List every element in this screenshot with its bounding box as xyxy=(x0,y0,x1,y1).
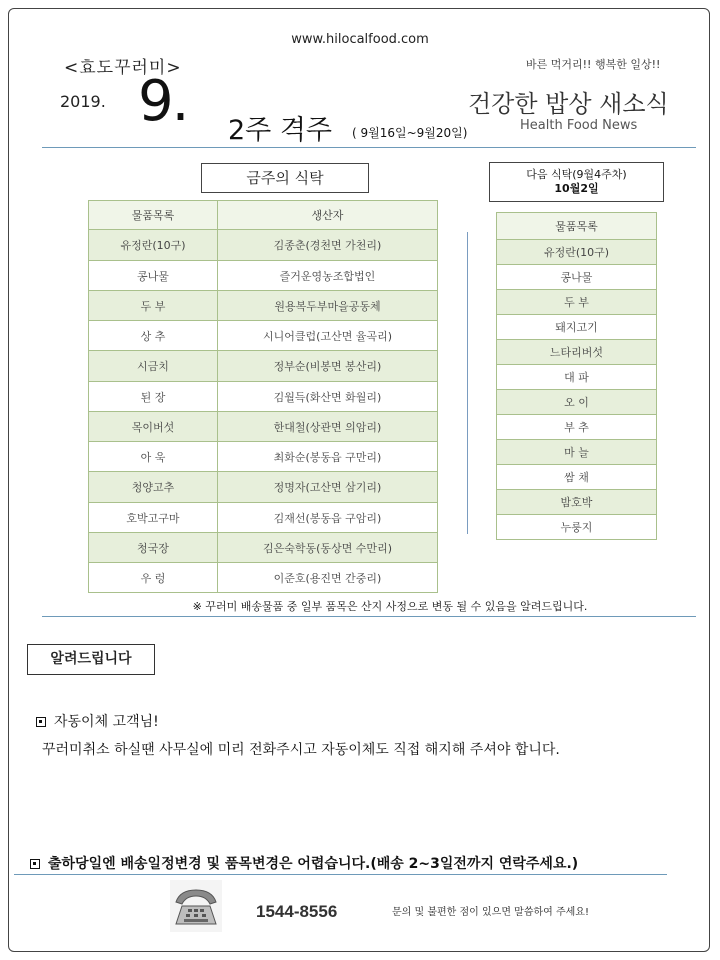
producer-cell: 김종춘(경천면 가천리) xyxy=(218,230,438,261)
producer-cell: 김월득(화산면 화월리) xyxy=(218,382,438,412)
item-cell: 쌈 채 xyxy=(497,465,657,490)
next-week-label xyxy=(489,162,664,202)
table-row xyxy=(89,382,438,412)
item-cell: 목이버섯 xyxy=(89,412,218,442)
table-row xyxy=(89,351,438,382)
item-cell: 된 장 xyxy=(89,382,218,412)
next-week-label-line1: 다음 식탁(9월4주차) xyxy=(526,168,627,181)
notice-item-2 xyxy=(30,853,578,873)
notice-heading: 알려드립니다 xyxy=(27,644,155,675)
phone-number[interactable]: 1544-8556 xyxy=(256,902,338,921)
item-cell: 느타리버섯 xyxy=(497,340,657,365)
item-cell: 우 렁 xyxy=(89,563,218,593)
table-row xyxy=(89,533,438,563)
item-cell: 콩나물 xyxy=(89,261,218,291)
item-cell: 아 욱 xyxy=(89,442,218,472)
week-title: 2주 격주 xyxy=(228,115,333,146)
table-row xyxy=(89,230,438,261)
table-row xyxy=(497,440,657,465)
footer-rule xyxy=(14,874,667,875)
table-row xyxy=(497,465,657,490)
this-week-label: 금주의 식탁 xyxy=(201,163,369,193)
item-cell: 유정란(10구) xyxy=(89,230,218,261)
next-week-label-line2: 10월2일 xyxy=(554,182,599,195)
table-row xyxy=(89,261,438,291)
brand-name: <효도꾸러미> xyxy=(64,58,182,78)
square-bullet-icon xyxy=(30,859,40,869)
table-row xyxy=(497,390,657,415)
issue-month: 9. xyxy=(138,69,188,134)
table-row xyxy=(497,515,657,540)
week-range: ( 9월16일~9월20일) xyxy=(352,126,468,140)
producer-cell: 정명자(고산면 삼기리) xyxy=(218,472,438,503)
telephone-icon xyxy=(170,880,222,932)
tagline: 바른 먹거리!! 행복한 일상!! xyxy=(526,58,661,71)
producer-cell: 즐거운영농조합법인 xyxy=(218,261,438,291)
site-url[interactable]: www.hilocalfood.com xyxy=(291,32,429,47)
producer-cell: 원용복두부마을공동체 xyxy=(218,291,438,321)
producer-cell: 김재선(봉동읍 구암리) xyxy=(218,503,438,533)
table-row xyxy=(89,412,438,442)
item-cell: 콩나물 xyxy=(497,265,657,290)
item-cell: 누룽지 xyxy=(497,515,657,540)
square-bullet-icon xyxy=(36,717,46,727)
producer-cell: 이준호(용진면 간중리) xyxy=(218,563,438,593)
column-header-item: 물품목록 xyxy=(89,201,218,230)
contact-message: 문의 및 불편한 점이 있으면 말씀하여 주세요! xyxy=(392,907,589,918)
producer-cell: 김은숙학동(동상면 수만리) xyxy=(218,533,438,563)
table-row xyxy=(497,340,657,365)
header-rule xyxy=(42,147,696,148)
item-cell: 오 이 xyxy=(497,390,657,415)
table-row xyxy=(89,472,438,503)
column-header-producer: 생산자 xyxy=(218,201,438,230)
this-week-table xyxy=(88,200,438,593)
item-cell: 상 추 xyxy=(89,321,218,351)
producer-cell: 한대철(상관면 의암리) xyxy=(218,412,438,442)
table-row xyxy=(89,503,438,533)
item-cell: 청국장 xyxy=(89,533,218,563)
item-cell: 대 파 xyxy=(497,365,657,390)
table-row xyxy=(89,291,438,321)
producer-cell: 정부순(비봉면 봉산리) xyxy=(218,351,438,382)
item-cell: 마 늘 xyxy=(497,440,657,465)
news-title: 건강한 밥상 새소식 xyxy=(468,90,669,118)
table-row xyxy=(497,490,657,515)
item-cell: 두 부 xyxy=(497,290,657,315)
item-cell: 돼지고기 xyxy=(497,315,657,340)
table-row xyxy=(497,240,657,265)
item-cell: 시금치 xyxy=(89,351,218,382)
item-cell: 밤호박 xyxy=(497,490,657,515)
table-note: ※ 꾸러미 배송물품 중 일부 품목은 산지 사정으로 변동 될 수 있음을 알려드립니다. xyxy=(192,600,588,613)
table-row xyxy=(89,563,438,593)
table-row xyxy=(497,265,657,290)
news-subtitle: Health Food News xyxy=(520,118,638,133)
item-cell: 두 부 xyxy=(89,291,218,321)
table-rule xyxy=(42,616,696,617)
notice-item-title xyxy=(36,711,159,731)
item-cell: 부 추 xyxy=(497,415,657,440)
table-row xyxy=(89,321,438,351)
issue-year: 2019. xyxy=(60,92,106,111)
item-cell: 유정란(10구) xyxy=(497,240,657,265)
table-row xyxy=(497,365,657,390)
producer-cell: 시니어클럽(고산면 율곡리) xyxy=(218,321,438,351)
notice-item-2-text: 출하당일엔 배송일정변경 및 품목변경은 어렵습니다.(배송 2~3일전까지 연락주세요.) xyxy=(48,856,579,872)
divider-line xyxy=(467,232,468,534)
next-week-table xyxy=(496,212,657,540)
table-row xyxy=(497,315,657,340)
column-header-item: 물품목록 xyxy=(497,213,657,240)
table-row xyxy=(497,415,657,440)
notice-item-title-text: 자동이체 고객님! xyxy=(54,714,159,730)
notice-item-body: 꾸러미취소 하실땐 사무실에 미리 전화주시고 자동이체도 직접 해지해 주셔야 합니다. xyxy=(42,742,560,758)
item-cell: 호박고구마 xyxy=(89,503,218,533)
table-row xyxy=(497,290,657,315)
table-row xyxy=(89,442,438,472)
producer-cell: 최화순(봉동읍 구만리) xyxy=(218,442,438,472)
item-cell: 청양고추 xyxy=(89,472,218,503)
